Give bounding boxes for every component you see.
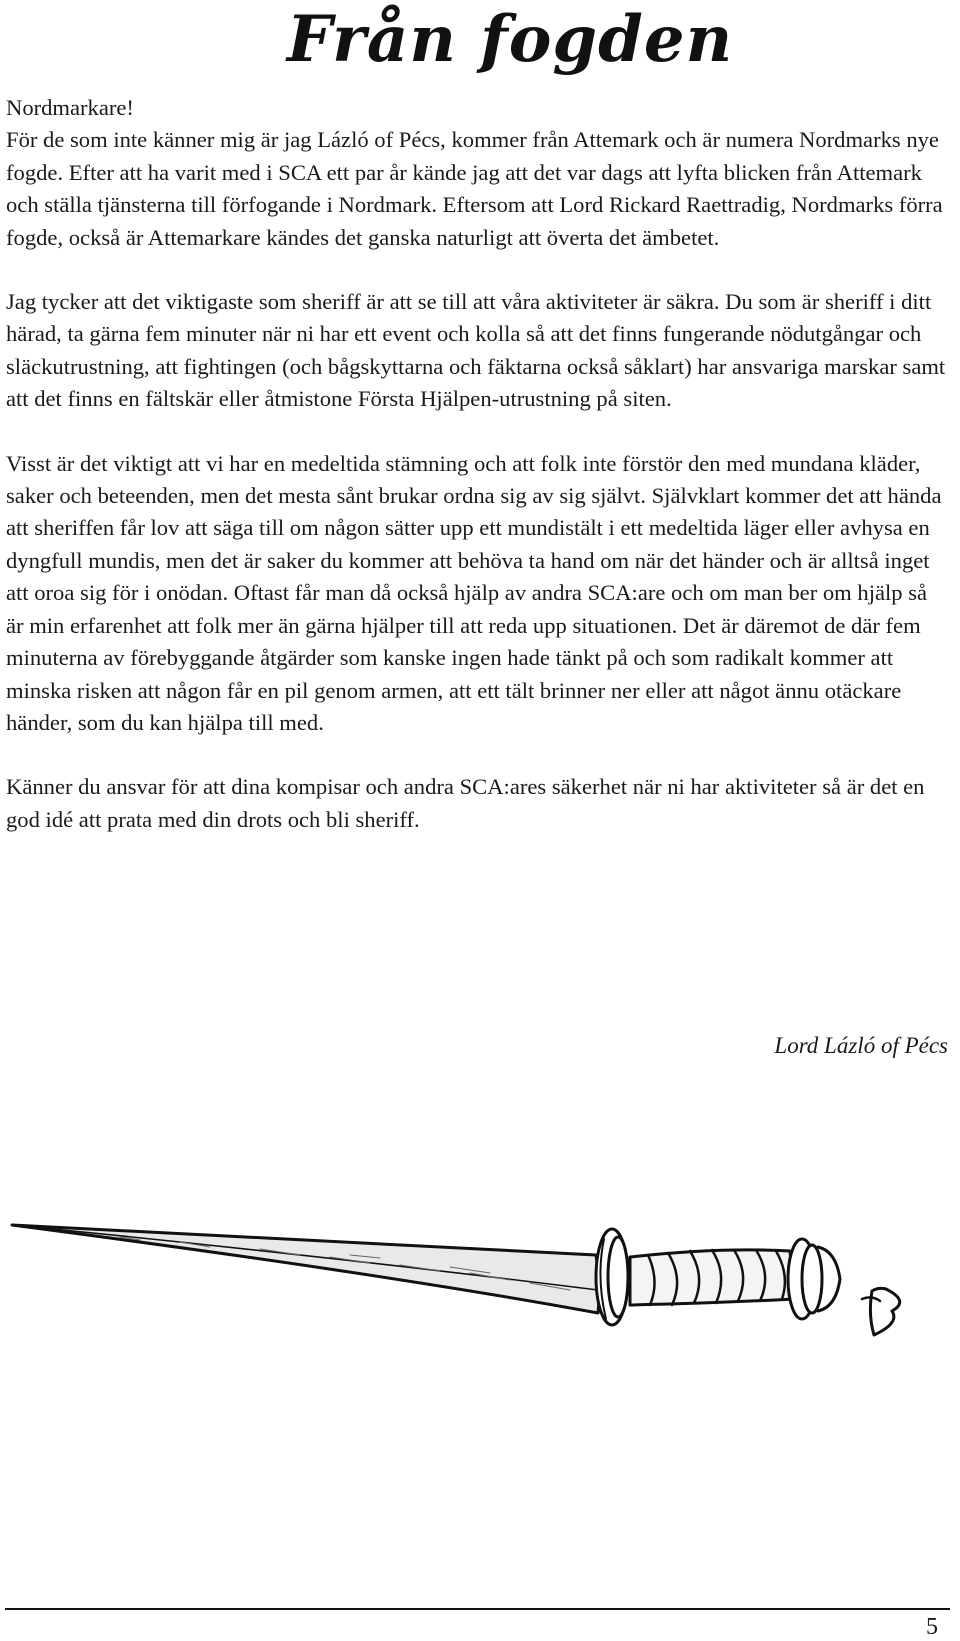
dagger-illustration — [0, 1195, 960, 1415]
paragraph-1: För de som inte känner mig är jag Lázló of Pécs, kommer från Attemark och är numera Nordmarks nye fogde. Efter att ha varit med i SCA ett par år kände jag att det var dags att lyfta blicken från Attemark och ställa tjänsterna till förfogande i Nordmark. Eftersom att Lord Rickard Raettradig, Nordmarks förra fogde, också är Attemarkare kändes det ganska naturligt att överta det ämbetet. — [6, 127, 943, 250]
paragraph-3: Visst är det viktigt att vi har en medeltida stämning och att folk inte förstör den med mundana kläder, saker och beteenden, men det mesta sånt brukar ordna sig av sig självt. Självklart kommer det att hända att sheriffen får lov att säga till om någon sätter upp ett mundistält i ett medeltida läger eller avhysa en dyngfull mundis, men det är saker du kommer att behöva ta hand om när det händer och är alltså inget att oroa sig för i onödan. Oftast får man då också hjälp av andra SCA:are och om man ber om hjälp så är min erfarenhet att folk mer än gärna hjälper till att reda upp situationen. Det är däremot de där fem minuterna av förebyggande åtgärder som kanske ingen hade tänkt på och som radikalt kommer att minska risken att någon får en pil genom armen, att ett tält brinner ner eller att något ännu otäckare händer, som du kan hjälpa till med. — [6, 450, 942, 735]
greeting: Nordmarkare! — [6, 95, 134, 120]
paragraph-2: Jag tycker att det viktigaste som sheriff är att se till att våra aktiviteter är säkra. Du som är sheriff i ditt härad, ta gärna fem minuter när ni har ett event och kolla så att det finns fungerande nödutgångar och släckutrustning, att fightingen (och bågskyttarna och fäktarna också såklart) har ansvariga marskar samt att det finns en fältskär eller åtmistone Första Hjälpen-utrustning på siten. — [6, 289, 946, 412]
article-body — [6, 92, 946, 836]
signature: Lord Lázló of Pécs — [774, 1033, 948, 1058]
page-number: 5 — [926, 1614, 938, 1640]
footer-rule — [5, 1608, 950, 1610]
paragraph-4: Känner du ansvar för att dina kompisar och andra SCA:ares säkerhet när ni har aktiviteter så är det en god idé att prata med din drots och bli sheriff. — [6, 774, 925, 832]
page-title: Från fogden — [286, 2, 734, 77]
